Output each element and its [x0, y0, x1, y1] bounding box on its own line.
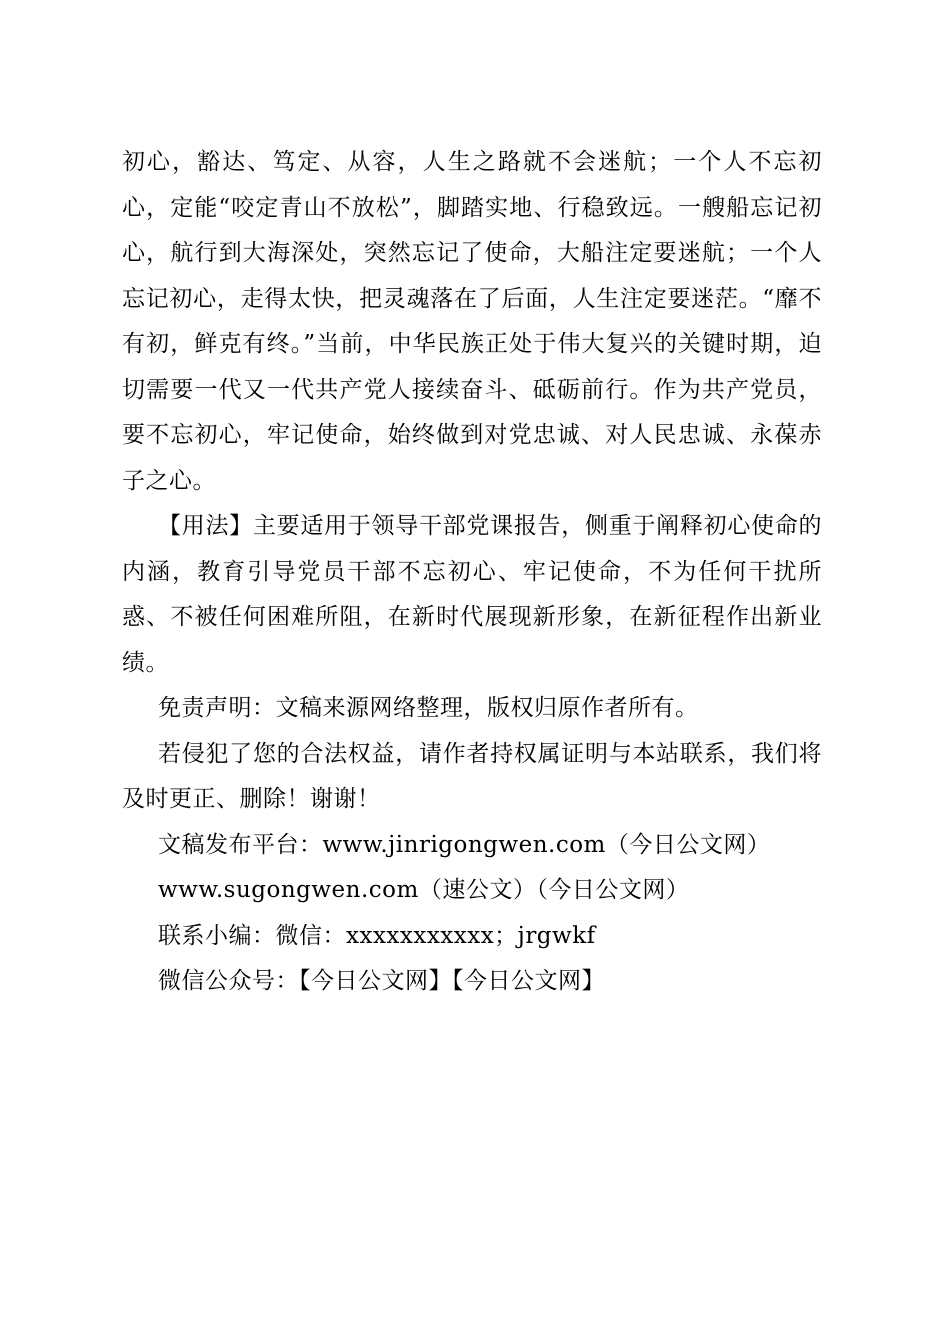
disclaimer-text: 免责声明：文稿来源网络整理，版权归原作者所有。 — [158, 695, 699, 721]
wechat-account-line: 微信公众号：【今日公文网】【今日公文网】 — [158, 968, 605, 994]
contact-line: 联系小编：微信：xxxxxxxxxxx；jrgwkf — [158, 922, 596, 949]
body-paragraph: 初心，豁达、笃定、从容，人生之路就不会迷航；一个人不忘初心，定能“咬定青山不放松”，脚踏实地、行稳致远。一艘船忘记初心，航行到大海深处，突然忘记了使命，大船注定要迷航；一个人忘记初心，走得太快，把灵魂落在了后面，人生注定要迷茫。“靡不有初，鲜克有终。”当前，中华民族正处于伟大复兴的关键时期，迫切需要一代又一代共产党人接续奋斗、砥砺前行。作为共产党员，要不忘初心，牢记使命，始终做到对党忠诚、对人民忠诚、永葆赤子之心。 — [122, 149, 822, 494]
platform-line: 文稿发布平台：www.jinrigongwen.com（今日公文网） — [158, 831, 771, 858]
document-body — [122, 140, 822, 1005]
site-line: www.sugongwen.com（速公文）（今日公文网） — [158, 877, 690, 903]
usage-paragraph: 【用法】主要适用于领导干部党课报告，侧重于阐释初心使命的内涵，教育引导党员干部不忘初心、牢记使命，不为任何干扰所惑、不被任何困难所阻，在新时代展现新形象，在新征程作出新业绩。 — [122, 513, 822, 676]
infringement-notice: 若侵犯了您的合法权益，请作者持权属证明与本站联系，我们将及时更正、删除！谢谢！ — [122, 740, 822, 812]
